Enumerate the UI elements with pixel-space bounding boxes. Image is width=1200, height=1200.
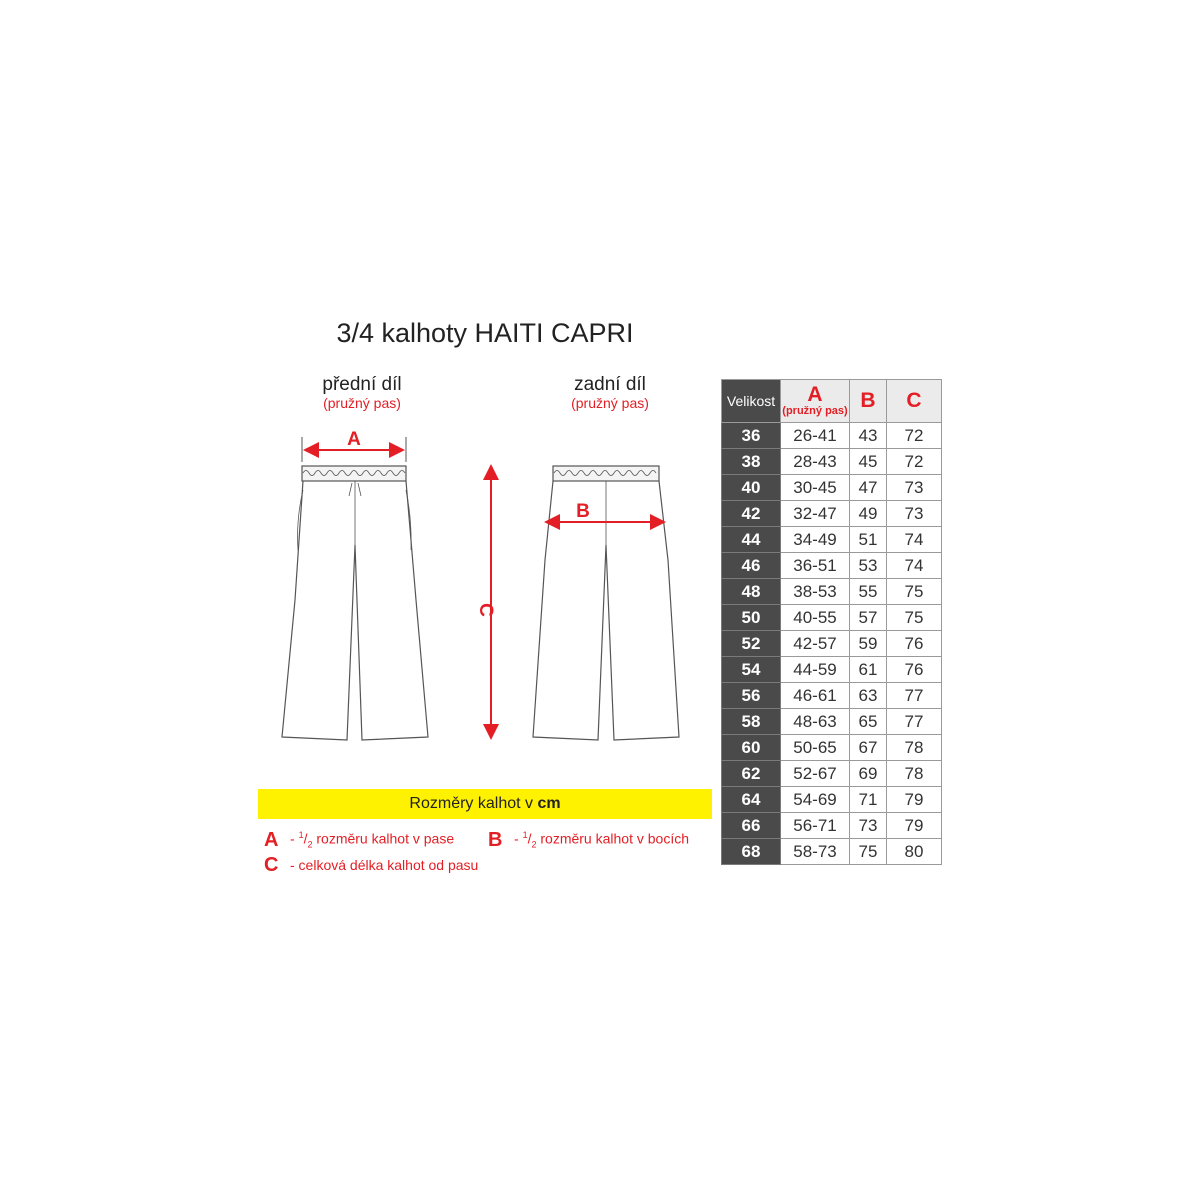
units-bar-unit: cm [537,795,561,812]
cell-size: 58 [722,709,781,735]
cell-b: 47 [850,475,887,501]
legend-text-c: - celková délka kalhot od pasu [290,857,479,873]
cell-size: 36 [722,423,781,449]
cell-c: 77 [887,709,942,735]
cell-c: 75 [887,605,942,631]
cell-b: 71 [850,787,887,813]
legend-item-a [264,825,454,854]
cell-a: 32-47 [781,501,850,527]
cell-b: 67 [850,735,887,761]
cell-a: 28-43 [781,449,850,475]
cell-a: 30-45 [781,475,850,501]
cell-size: 66 [722,813,781,839]
cell-a: 58-73 [781,839,850,865]
cell-size: 50 [722,605,781,631]
cell-b: 75 [850,839,887,865]
back-view-title: zadní díl [574,374,646,395]
back-view-label [520,375,700,411]
cell-a: 46-61 [781,683,850,709]
cell-b: 63 [850,683,887,709]
legend-item-c [264,855,478,875]
front-view-label [272,375,452,411]
header-c: C [887,380,942,423]
legend-text-b: - $^1/_2$ rozměru kalhot v bocích [514,830,689,850]
cell-size: 52 [722,631,781,657]
cell-c: 73 [887,475,942,501]
cell-a: 48-63 [781,709,850,735]
units-bar-text: Rozměry kalhot v [409,795,538,812]
cell-a: 54-69 [781,787,850,813]
units-bar [258,789,712,819]
table-row [722,449,942,475]
cell-a: 34-49 [781,527,850,553]
cell-size: 60 [722,735,781,761]
page-title: 3/4 kalhoty HAITI CAPRI [336,318,634,348]
cell-size: 48 [722,579,781,605]
cell-size: 62 [722,761,781,787]
cell-c: 72 [887,449,942,475]
dimension-c-label: C [475,603,496,617]
table-row [722,605,942,631]
front-view-subtitle: (pružný pas) [323,395,401,411]
cell-a: 40-55 [781,605,850,631]
cell-a: 36-51 [781,553,850,579]
dimension-c-arrow [475,466,496,738]
cell-a: 26-41 [781,423,850,449]
legend-letter-a: A [264,828,279,851]
cell-c: 76 [887,631,942,657]
cell-a: 42-57 [781,631,850,657]
cell-size: 56 [722,683,781,709]
cell-c: 78 [887,735,942,761]
table-row [722,423,942,449]
cell-size: 68 [722,839,781,865]
dimension-b-arrow [546,501,664,522]
cell-size: 46 [722,553,781,579]
cell-size: 54 [722,657,781,683]
header-size: Velikost [722,380,781,423]
cell-a: 56-71 [781,813,850,839]
cell-c: 74 [887,553,942,579]
front-pants-drawing [282,466,428,740]
cell-c: 77 [887,683,942,709]
cell-c: 74 [887,527,942,553]
size-table-header-row [722,380,942,423]
table-row [722,813,942,839]
cell-size: 44 [722,527,781,553]
table-row [722,709,942,735]
legend-text-a: - $^1/_2$ rozměru kalhot v pase [290,830,455,850]
cell-a: 38-53 [781,579,850,605]
pants-diagram [260,420,710,760]
cell-b: 43 [850,423,887,449]
cell-c: 79 [887,813,942,839]
cell-size: 64 [722,787,781,813]
cell-a: 50-65 [781,735,850,761]
legend-item-b [488,825,689,854]
dimension-b-label: B [576,501,590,522]
header-a: A (pružný pas) [781,380,850,423]
cell-b: 61 [850,657,887,683]
cell-b: 65 [850,709,887,735]
cell-size: 38 [722,449,781,475]
table-row [722,761,942,787]
cell-a: 44-59 [781,657,850,683]
cell-c: 80 [887,839,942,865]
cell-c: 75 [887,579,942,605]
table-row [722,501,942,527]
cell-b: 69 [850,761,887,787]
cell-b: 57 [850,605,887,631]
cell-b: 59 [850,631,887,657]
front-view-title: přední díl [322,374,402,395]
cell-b: 53 [850,553,887,579]
table-row [722,475,942,501]
cell-b: 55 [850,579,887,605]
table-row [722,839,942,865]
cell-size: 40 [722,475,781,501]
table-row [722,631,942,657]
cell-a: 52-67 [781,761,850,787]
table-row [722,579,942,605]
cell-size: 42 [722,501,781,527]
dimension-a-label: A [347,429,361,450]
size-table [721,379,942,865]
table-row [722,787,942,813]
cell-b: 51 [850,527,887,553]
table-row [722,735,942,761]
table-row [722,527,942,553]
cell-c: 76 [887,657,942,683]
legend-letter-c: C [264,854,279,876]
cell-b: 73 [850,813,887,839]
cell-b: 49 [850,501,887,527]
table-row [722,657,942,683]
header-b: B [850,380,887,423]
cell-c: 79 [887,787,942,813]
back-view-subtitle: (pružný pas) [571,395,649,411]
dimension-a-arrow [302,429,406,462]
cell-b: 45 [850,449,887,475]
back-pants-drawing [533,466,679,740]
cell-c: 73 [887,501,942,527]
cell-c: 78 [887,761,942,787]
table-row [722,553,942,579]
legend-letter-b: B [488,828,503,851]
table-row [722,683,942,709]
cell-c: 72 [887,423,942,449]
